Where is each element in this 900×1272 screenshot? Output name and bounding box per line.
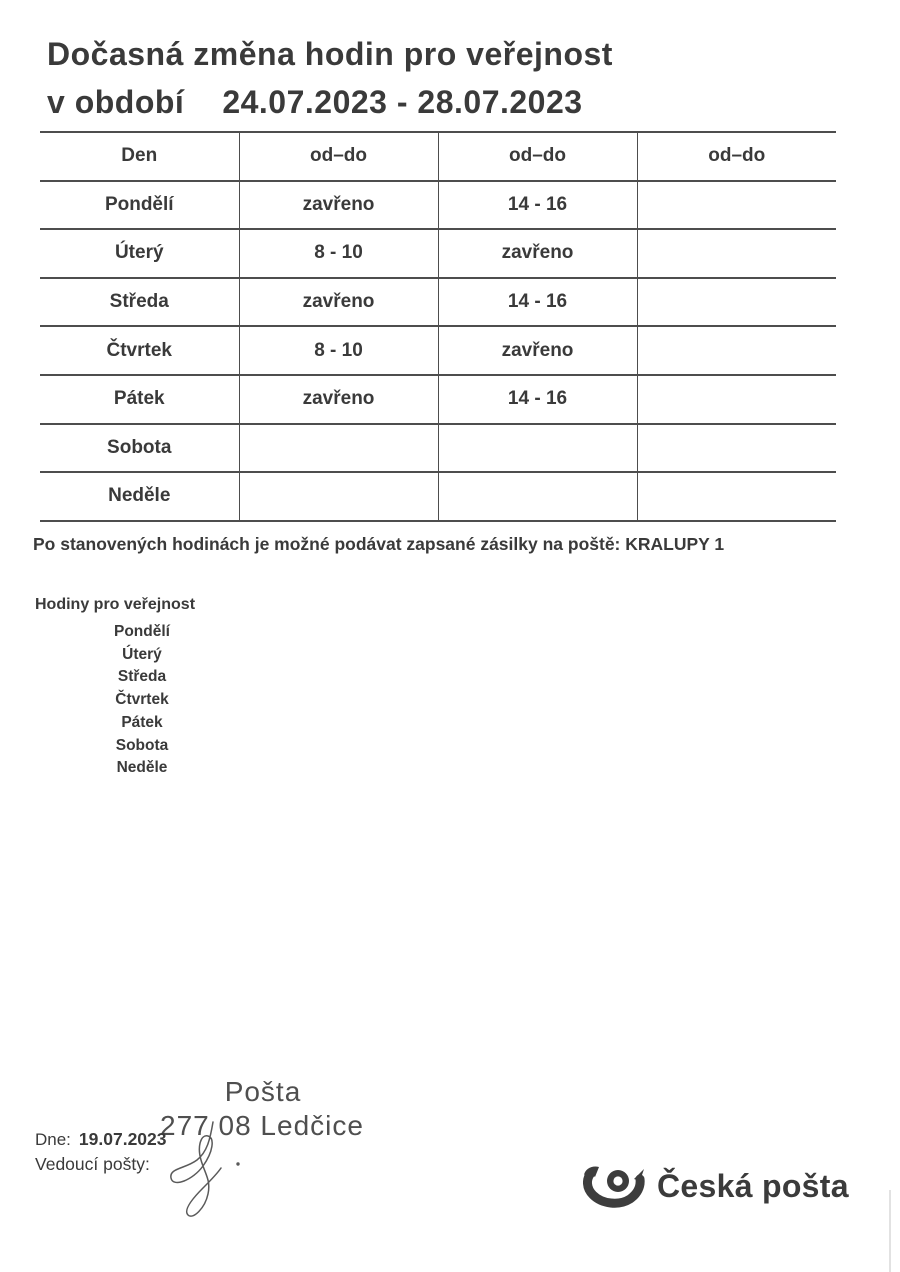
registered-mail-note: Po stanovených hodinách je možné podávat zapsané zásilky na poště: KRALUPY 1 [33,534,725,554]
title-period-label: v období [47,84,185,120]
hours-cell [438,424,637,473]
hours-cell: zavřeno [239,181,438,230]
table-row [40,181,836,230]
hours-cell [637,229,836,278]
date-label: Dne: [35,1130,71,1149]
public-hours-heading: Hodiny pro veřejnost [35,596,196,613]
public-hours-day: Čtvrtek [115,691,169,709]
table-header-row [40,132,836,181]
hours-cell [637,472,836,521]
hours-cell: 14 - 16 [438,181,637,230]
hours-cell [239,424,438,473]
column-header-hours-2: od–do [438,132,637,181]
hours-cell: zavřeno [239,278,438,327]
table-row [40,472,836,521]
day-cell: Pátek [40,375,239,424]
table-row [40,375,836,424]
column-header-hours-3: od–do [637,132,836,181]
title-period-dates: 24.07.2023 - 28.07.2023 [222,84,583,120]
hours-cell: 14 - 16 [438,375,637,424]
ceska-posta-logo [583,1164,849,1208]
manager-label: Vedoucí pošty: [35,1154,150,1174]
day-cell: Neděle [40,472,239,521]
date-value: 19.07.2023 [78,1129,167,1149]
day-cell: Úterý [40,229,239,278]
table-row [40,326,836,375]
hours-cell: zavřeno [239,375,438,424]
day-cell: Středa [40,278,239,327]
hours-cell: zavřeno [438,229,637,278]
signature [163,1118,255,1224]
stamp-line-posta: Pošta [224,1076,302,1107]
hours-cell: 8 - 10 [239,229,438,278]
hours-cell: 14 - 16 [438,278,637,327]
hours-cell [637,375,836,424]
schedule-table [40,131,836,522]
hours-cell [438,472,637,521]
hours-cell [637,278,836,327]
public-hours-day-list [35,621,249,780]
public-hours-day: Úterý [122,645,162,663]
hours-cell: 8 - 10 [239,326,438,375]
post-horn-icon [583,1164,647,1208]
day-cell: Čtvrtek [40,326,239,375]
table-row [40,229,836,278]
column-header-hours-1: od–do [239,132,438,181]
table-row [40,278,836,327]
public-hours-day: Pátek [121,713,163,731]
date-line [35,1129,167,1150]
public-hours-day: Středa [117,668,167,686]
document-title-line2 [47,84,583,121]
hours-cell [239,472,438,521]
document-title-line1: Dočasná změna hodin pro veřejnost [47,36,613,72]
column-header-day: Den [40,132,239,181]
logo-text: Česká pošta [657,1167,849,1204]
day-cell: Sobota [40,424,239,473]
stamp-line-address: 277 08 Ledčice [160,1110,364,1141]
hours-cell [637,181,836,230]
day-cell: Pondělí [40,181,239,230]
public-hours-day: Pondělí [114,623,170,640]
table-row [40,424,836,473]
hours-cell [637,424,836,473]
hours-cell [637,326,836,375]
scan-artifact [889,1190,891,1272]
hours-cell: zavřeno [438,326,637,375]
public-hours-day: Neděle [116,759,168,777]
public-hours-day: Sobota [115,736,169,754]
